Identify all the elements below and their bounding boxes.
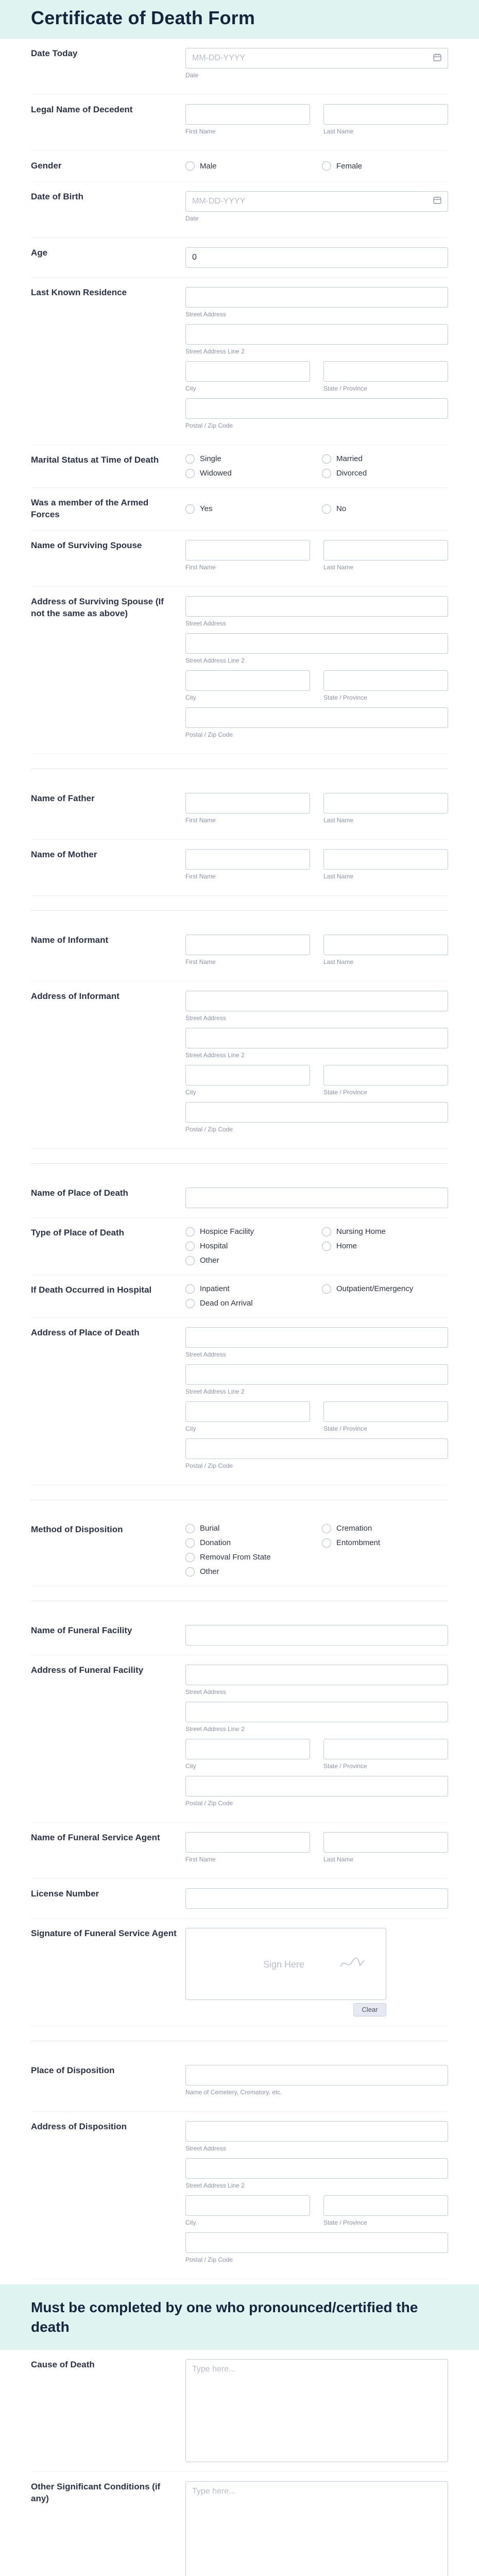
legal-name-label: Legal Name of Decedent: [31, 105, 133, 114]
agent-first-name-input[interactable]: [185, 1832, 310, 1853]
age-input[interactable]: 0: [185, 247, 448, 268]
informant-city-input[interactable]: [185, 1065, 310, 1086]
hospital-option-inpatient[interactable]: Inpatient: [185, 1284, 312, 1294]
gender-label: Gender: [31, 161, 62, 171]
disposition-street2-input[interactable]: [185, 2158, 448, 2179]
marital-option-divorced[interactable]: Divorced: [322, 469, 448, 478]
place-address-label: Address of Place of Death: [31, 1327, 140, 1337]
disposition-address-label: Address of Disposition: [31, 2121, 127, 2131]
legal-name-row: Legal Name of Decedent First Name Last Name: [31, 95, 448, 151]
informant-street-input[interactable]: [185, 991, 448, 1011]
mother-last-name-input[interactable]: [323, 849, 448, 870]
age-row: [31, 238, 448, 278]
signature-icon: [339, 1955, 365, 1971]
hospital-option-outpatient[interactable]: Outpatient/Emergency: [322, 1284, 448, 1294]
disposition-place-row: Place of Disposition Name of Cemetery, Crematory, etc.: [31, 2056, 448, 2112]
residence-street2-input[interactable]: [185, 324, 448, 345]
disposition-option-cremation[interactable]: Cremation: [322, 1524, 448, 1533]
agent-name-row: Name of Funeral Service Agent First Name Last Name: [31, 1823, 448, 1879]
disposition-option-donation[interactable]: Donation: [185, 1538, 312, 1548]
disposition-zip-input[interactable]: [185, 2232, 448, 2253]
mother-row: Name of Mother First Name Last Name: [31, 840, 448, 896]
spouse-address-row: Address of Surviving Spouse (If not the same as above) Street Address Street Address Line 2 City State / Province Postal / Zip Code: [31, 587, 448, 754]
father-row: Name of Father First Name Last Name: [31, 784, 448, 840]
residence-row: Last Known Residence Street Address Street Address Line 2 City State / Province Postal / Zip Code: [31, 278, 448, 445]
other-conditions-row: [31, 2472, 448, 2576]
armed-label: Was a member of the Armed Forces: [31, 497, 149, 519]
license-label: License Number: [31, 1888, 99, 1899]
place-name-label: Name of Place of Death: [31, 1188, 128, 1198]
other-conditions-textarea[interactable]: Type here...: [185, 2481, 448, 2576]
disposition-place-label: Place of Disposition: [31, 2065, 115, 2075]
form-header: [0, 0, 479, 39]
father-last-name-input[interactable]: [323, 793, 448, 814]
marital-option-single[interactable]: Single: [185, 454, 312, 464]
spouse-zip-input[interactable]: [185, 707, 448, 728]
certifier-section-header: [0, 2284, 479, 2350]
date-today-row: [31, 39, 448, 95]
decedent-last-name-input[interactable]: [323, 104, 448, 125]
marital-option-widowed[interactable]: Widowed: [185, 469, 312, 478]
mother-first-name-input[interactable]: [185, 849, 310, 870]
marital-row: [31, 445, 448, 488]
spouse-name-row: Name of Surviving Spouse First Name Last Name: [31, 531, 448, 587]
agent-last-name-input[interactable]: [323, 1832, 448, 1853]
place-street2-input[interactable]: [185, 1364, 448, 1385]
disposition-place-input[interactable]: [185, 2065, 448, 2086]
dob-input[interactable]: MM-DD-YYYY: [185, 191, 448, 212]
place-state-input[interactable]: [323, 1401, 448, 1422]
informant-first-name-input[interactable]: [185, 935, 310, 955]
clear-signature-button[interactable]: Clear: [353, 2003, 386, 2016]
informant-last-name-input[interactable]: [323, 935, 448, 955]
place-type-option-hospice[interactable]: Hospice Facility: [185, 1227, 312, 1236]
residence-state-input[interactable]: [323, 361, 448, 382]
spouse-last-name-input[interactable]: [323, 540, 448, 561]
place-name-row: [31, 1178, 448, 1218]
hospital-option-doa[interactable]: Dead on Arrival: [185, 1299, 312, 1308]
funeral-name-label: Name of Funeral Facility: [31, 1625, 132, 1635]
place-zip-input[interactable]: [185, 1438, 448, 1459]
informant-zip-input[interactable]: [185, 1102, 448, 1123]
calendar-icon[interactable]: [433, 53, 441, 64]
disposition-address-row: Address of Disposition Street Address Street Address Line 2 City State / Province Postal / Zip Code: [31, 2112, 448, 2279]
disposition-method-row: [31, 1515, 448, 1586]
funeral-zip-input[interactable]: [185, 1776, 448, 1797]
cause-label: Cause of Death: [31, 2360, 95, 2370]
place-type-option-hospital[interactable]: Hospital: [185, 1242, 312, 1251]
armed-option-yes[interactable]: Yes: [185, 497, 312, 521]
residence-city-input[interactable]: [185, 361, 310, 382]
disposition-option-other[interactable]: Other: [185, 1567, 312, 1577]
dob-label: Date of Birth: [31, 191, 83, 201]
funeral-city-input[interactable]: [185, 1739, 310, 1759]
agent-signature-row: [31, 1919, 448, 2026]
disposition-city-input[interactable]: [185, 2195, 310, 2216]
funeral-address-label: Address of Funeral Facility: [31, 1665, 144, 1675]
form-title: Certificate of Death Form: [31, 7, 255, 28]
place-street-input[interactable]: [185, 1327, 448, 1348]
informant-address-label: Address of Informant: [31, 991, 119, 1001]
cause-row: [31, 2350, 448, 2472]
place-type-option-other[interactable]: Other: [185, 1256, 312, 1265]
disposition-state-input[interactable]: [323, 2195, 448, 2216]
hospital-label: If Death Occurred in Hospital: [31, 1284, 152, 1295]
armed-row: [31, 488, 448, 531]
disposition-option-burial[interactable]: Burial: [185, 1524, 312, 1533]
date-today-input[interactable]: MM-DD-YYYY: [185, 48, 448, 69]
place-type-option-home[interactable]: Home: [322, 1242, 448, 1251]
informant-label: Name of Informant: [31, 935, 109, 945]
date-sublabel: Date: [185, 72, 199, 79]
informant-street2-input[interactable]: [185, 1028, 448, 1048]
place-name-input[interactable]: [185, 1188, 448, 1208]
funeral-address-row: Address of Funeral Facility Street Address Street Address Line 2 City State / Province Postal / Zip Code: [31, 1655, 448, 1823]
place-city-input[interactable]: [185, 1401, 310, 1422]
disposition-option-entombment[interactable]: Entombment: [322, 1538, 448, 1548]
spouse-first-name-input[interactable]: [185, 540, 310, 561]
informant-state-input[interactable]: [323, 1065, 448, 1086]
funeral-name-input[interactable]: [185, 1625, 448, 1646]
date-today-label: Date Today: [31, 48, 78, 58]
place-type-option-nursing-home[interactable]: Nursing Home: [322, 1227, 448, 1236]
funeral-name-row: [31, 1616, 448, 1655]
marital-label: Marital Status at Time of Death: [31, 454, 159, 465]
certifier-section-title: Must be completed by one who pronounced/certified the death: [31, 2299, 418, 2335]
spouse-name-label: Name of Surviving Spouse: [31, 540, 142, 550]
agent-signature-pad[interactable]: Sign Here: [185, 1928, 386, 2000]
father-label: Name of Father: [31, 793, 95, 803]
divider: [31, 1163, 448, 1164]
spouse-street2-input[interactable]: [185, 633, 448, 654]
mother-label: Name of Mother: [31, 849, 97, 859]
disposition-option-removal[interactable]: Removal From State: [185, 1553, 312, 1562]
place-type-row: [31, 1218, 448, 1275]
gender-option-male[interactable]: Male: [185, 160, 312, 172]
informant-row: Name of Informant First Name Last Name: [31, 925, 448, 981]
disposition-street-input[interactable]: [185, 2121, 448, 2142]
agent-signature-label: Signature of Funeral Service Agent: [31, 1928, 177, 1938]
informant-address-row: Address of Informant Street Address Street Address Line 2 City State / Province Postal / Zip Code: [31, 981, 448, 1149]
divider: [31, 910, 448, 911]
other-conditions-label: Other Significant Conditions (if any): [31, 2482, 161, 2504]
form-body: [0, 39, 479, 2279]
disposition-method-label: Method of Disposition: [31, 1524, 123, 1534]
funeral-street-input[interactable]: [185, 1665, 448, 1685]
place-address-row: Address of Place of Death Street Address Street Address Line 2 City State / Province Postal / Zip Code: [31, 1318, 448, 1485]
decedent-first-name-input[interactable]: [185, 104, 310, 125]
spouse-street-input[interactable]: [185, 596, 448, 617]
dob-row: Date of Birth MM-DD-YYYY Date: [31, 182, 448, 238]
calendar-icon[interactable]: [433, 196, 441, 207]
cause-textarea[interactable]: Type here...: [185, 2359, 448, 2462]
spouse-state-input[interactable]: [323, 670, 448, 691]
license-row: [31, 1879, 448, 1919]
spouse-address-label: Address of Surviving Spouse (If not the same as above): [31, 596, 164, 618]
residence-label: Last Known Residence: [31, 287, 127, 297]
gender-option-female[interactable]: Female: [322, 160, 448, 172]
place-type-label: Type of Place of Death: [31, 1227, 125, 1238]
age-label: Age: [31, 247, 48, 258]
residence-street-input[interactable]: [185, 287, 448, 308]
license-input[interactable]: [185, 1888, 448, 1909]
residence-zip-input[interactable]: [185, 398, 448, 419]
agent-name-label: Name of Funeral Service Agent: [31, 1832, 160, 1842]
hospital-row: [31, 1275, 448, 1318]
gender-row: [31, 151, 448, 182]
spouse-city-input[interactable]: [185, 670, 310, 691]
funeral-street2-input[interactable]: [185, 1702, 448, 1722]
father-first-name-input[interactable]: [185, 793, 310, 814]
armed-option-no[interactable]: No: [322, 497, 448, 521]
certifier-section: [0, 2350, 479, 2576]
marital-option-married[interactable]: Married: [322, 454, 448, 464]
funeral-state-input[interactable]: [323, 1739, 448, 1759]
